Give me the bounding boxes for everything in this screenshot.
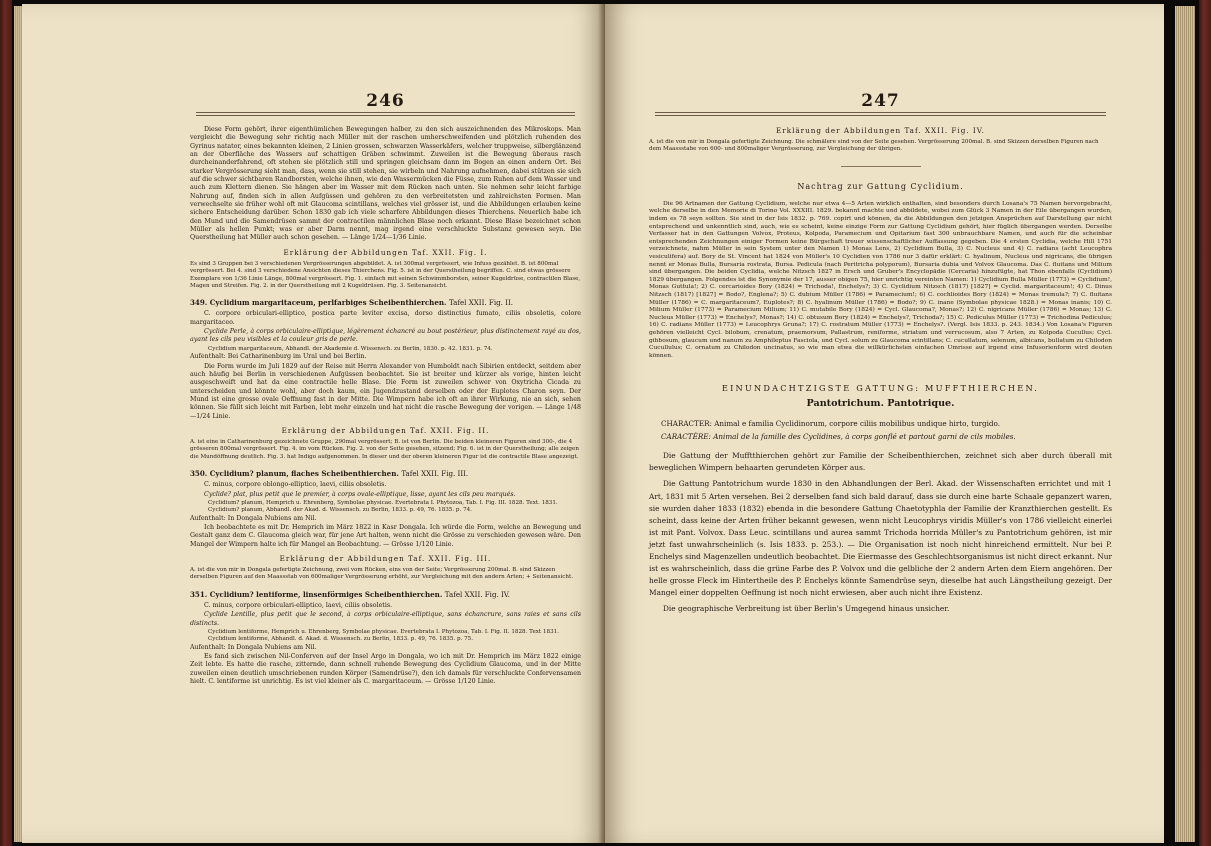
literature-references: Cyclidium? planum, Hemprich u. Ehrenberg, Symbolae physicae. Evertebrata I. Phytozoa, Tab. I. Fig. III. 1828. Text. 1831. Cyclidium? planum, Abhandl. der Akad. d. Wissensch. zu Berlin, 1833. p. 49, 76. 1835. p. 74. xyxy=(208,499,558,514)
character-latin: CHARACTER: Animal e familia Cyclidinorum, corpore ciliis mobilibus undique hirto, turgido. xyxy=(661,419,1001,429)
body-paragraph: Die Form wurde im Juli 1829 auf der Reise mit Herrn Alexander von Humboldt nach Sibirien entdeckt, seitdem aber auch häufig bei Berlin in verschiedenen Aufgüssen beobachtet. Sie ist breiter und kürzer als vorige, hinten leicht ausgeschweift und hat da eine contractile helle Blase. Die Form ist zuweilen schwer von Oxytricha Cicada zu unterscheiden und könnte wohl, aber doch kaum, ein Jugendzustand derselben oder der Euplotes Charon seyn. Der Mund ist eine grosse ovale Oeffnung fast in der Mitte. Die Wimpern habe ich oft an ihrer Wirkung, nie an sich, sehen können. Sie füllt sich leicht mit Farben, lebt mehr einzeln und hat nicht die rasche Bewegung der vorigen. — Länge 1/48—1/24 Linie. xyxy=(190,362,581,420)
species-heading xyxy=(190,298,581,308)
habitat-line: Aufenthalt: In Dongala Nubiens am Nil. xyxy=(190,514,317,522)
book-cover-left xyxy=(0,0,12,846)
latin-diagnosis: C. corpore orbiculari-elliptico, postica parte leviter excisa, dorso distinctius fumato, ciliis obsoletis, colore margaritaceo. xyxy=(190,310,581,326)
figure-explanation-text: Es sind 3 Gruppen bei 3 verschiedenen Vergrösserungen abgebildet. A. ist 300mal vergrössert, wie Infuss gezählet. B. ist 800mal vergrössert. Bei 4. sind 3 verschiedene Ansichten dieses Thierchens. Fig. 5. ist in der Querstheilung begriffen. C. sind etwas grössere Exemplare von 1/36 Linie Länge, 800mal vergrössert. Fig. 1. einfach mit seinen Schwimmborsten, seiner Kugeldrüse, contractilen Blase, Magen und Streifen. Fig. 2. in der Querstheilung mit 2 Kugeldrüsen. Fig. 3. Seitenansicht. xyxy=(190,260,581,290)
habitat-line: Aufenthalt: In Dongala Nubiens am Nil. xyxy=(190,643,317,651)
species-heading xyxy=(190,469,581,479)
french-diagnosis: Cyclide Lentille, plus petit que le second, à corps orbiculaire-elliptique, sans échancrure, sans raies et sans cils distincts. xyxy=(190,611,581,627)
french-diagnosis: Cyclide? plat, plus petit que le premier, à corps ovale-elliptique, lisse, ayant les cils peu marqués. xyxy=(204,490,516,498)
character-french: CARACTÈRE: Animal de la famille des Cyclidines, à corps gonflé et partout garni de cils mobiles. xyxy=(661,432,1016,442)
plate-reference: Tafel XXII. Fig. III. xyxy=(401,469,469,479)
body-paragraph: Diese Form gehört, ihrer eigenthümlichen Bewegungen halber, zu den sich auszeichnenden des Mikroskops. Man vergleicht die Bewegung sehr richtig nach Müller mit der raschen umherschweifenden und plötzlich ruhenden des Gyrinus natator, eines bekannten kleinen, 2 Linien grossen, schwarzen Wasserkäfers, welcher truppweise, silberglänzend an der Oberfläche des Wassers auf schattigen Gräben schwimmt. Zuweilen ist die Bewegung überaus rasch durcheinanderfahrend, oft stehen sie plötzlich still und springen gleichsam dann im Bogen an einen andern Ort. Bei starker Vergrösserung sieht man, dass, wenn sie still stehen, sie wirbeln und Nahrung aufnehmen, dabei stützen sie sich auf die schwer sichtbaren Randborsten, welche ihnen, wie den Wassermücken die Füsse, zum Ruhen auf dem Wasser und auch zum Klettern dienen. Sie hängen aber im Wasser mit dem Rücken nach unten. Sie nehmen sehr leicht farbige Nahrung auf, finden sich in allen Aufgüssen und gehören zu den verbreitetsten und zahlreichsten Formen. Man verwechselte sie früher wohl oft mit Glaucoma scintillans, welches viel grösser ist, und die Abbildungen erlauben keine sichere Entscheidung darüber. Schon 1830 gab ich viele scharfere Abbildungen dieses Thierchens. Neuerlich habe ich den Mund und die Samendrüsen sammt der contractilen männlichen Blase noch erkannt. Diese Blase bezeichnet schon Müller als hellen Punkt; was er aber Darm nennt, mag irgend eine verschluckte Substanz gewesen seyn. Die Querstheilung hat Müller auch schon gesehen. — Länge 1/24—1/36 Linie. xyxy=(190,126,581,242)
figure-explanation-heading: Erklärung der Abbildungen Taf. XXII. Fig. I. xyxy=(283,247,488,257)
figure-explanation-heading: Erklärung der Abbildungen Taf. XXII. Fig. III. xyxy=(279,554,492,564)
page-edges-right xyxy=(1175,6,1195,842)
page-number: 247 xyxy=(861,91,900,111)
figure-explanation-text: A. ist eine in Catharinenburg gezeichnete Gruppe, 290mal vergrössert; B. ist von Berlin. Die beiden kleineren Figuren sind 300-, die 4 grösseren 800mal vergrössert. Fig. 4. im vom Rücken. Fig. 2. von der Seite gesehen, sitzend; Fig. 6. ist in der Querstheilung; alle zeigen die Mundöffnung deutlich. Fig. 3. hat Indigo aufgenommen. In dieser und der oberen kleineren Figur ist die contractile Blase angezeigt. xyxy=(190,438,579,460)
plate-reference: Tafel XXII. Fig. IV. xyxy=(444,589,510,599)
species-title: 351. Cyclidium? lentiforme, linsenförmiges Scheibenthierchen. xyxy=(190,589,443,599)
figure-explanation-heading: Erklärung der Abbildungen Taf. XXII. Fig. II. xyxy=(281,425,490,435)
species-title: 350. Cyclidium? planum, flaches Scheibenthierchen. xyxy=(190,469,399,479)
genus-heading: EINUNDACHTZIGSTE GATTUNG: MUFFTHIERCHEN. xyxy=(721,383,1040,394)
supplement-heading: Nachtrag zur Gattung Cyclidium. xyxy=(797,181,964,191)
french-diagnosis: Cyclide Perle, à corps orbiculaire-elliptique, légèrement échancré au bout postérieur, plus distinctement rayé au dos, ayant les cils peu visibles et la couleur gris de perle. xyxy=(190,328,581,344)
habitat-line: Aufenthalt: Bei Catharinenburg im Ural und bei Berlin. xyxy=(190,353,367,361)
body-paragraph: Die Gattung der Mufftthierchen gehört zur Familie der Scheibenthierchen, zeichnet sich aber durch überall mit beweglichen Wimpern behaarten gerundeten Körper aus. xyxy=(649,451,1112,473)
figure-explanation-text: A. ist die von mir in Dongala gefertigte Zeichnung. Die schmälere sind von der Seite gesehen. Vergrösserung 200mal. B. sind Skizzen derselben Figuren nach dem Maassstabe von 600- und 800maliger Vergrösserung, zur Vergleichung der übrigen. xyxy=(649,139,1099,153)
literature-references: Cyclidium margaritaceum, Abhandl. der Akademie d. Wissensch. zu Berlin, 1830. p. 42. 1831. p. 74. xyxy=(208,345,493,352)
species-title: 349. Cyclidium margaritaceum, perlfarbiges Scheibenthierchen. xyxy=(190,298,447,308)
supplement-text: Die 96 Artnamen der Gattung Cyclidium, welche nur etwa 4—5 Arten wirklich enthalten, sind besonders durch Losana's 75 Namen hervorgebracht, welche derselbe in den Memorie di Torino Vol. XXXIII. 1829. bekannt machte und abbildete, wobei zum Glück 3 Namen in der Eile übergangen wurden, indem es 78 seyn sollten. Sie sind in der Isis 1832. p. 769. copirt und können, da die Abbildungen den jetzigen Ansprüchen auf Darstellung gar nicht entsprechend und unkenntlich sind, auch, wie es scheint, keine einzige Form zur Gattung Cyclidium gehört, hier füglich übergangen werden. Derselbe Verfasser hat in den Gattungen Volvox, Proteus, Kolpoda, Paramecium und Opitarium fast 300 unbrauchbare Namen, und auch für die scheinbar entsprechenden Zeichnungen einiger Formen keine Bürgschaft treuer wissenschaftlicher Auffassung gegeben. Die 4 ersten Cyclidia, welche Hill 1751 verzeichnete, nahm Müller in sein System unter den Namen 1) Monas Lens, 2) Cyclidium Bulla, 3) C. Nucleus und 4) C. radians (acht Leucophra vesiculifera) auf. Bory de St. Vincent hat 1824 von Müller's 10 Cyclidien von 1786 nur 3 dafür erklärt: C. hyalinum, Nucleus und nigricans, die übrigen nennt er Monas Bulla, Bursaria rostrata, Bursa. Pedicula (nach Peritricha polyporum), Bursaria dubia und Volvox Glaucoma. Das C. fluitans und Milium sind übergangen. Die beiden Cyclidia, welche Nitzsch 1827 in Ersch und Gruber's Encyclopädie (Cercaria) hinzufügte, hat Thon ebenfalls (Cyclidium) 1829 übergangen. Folgendes ist die Synonymie der 17, ausser obigen 75, hier unrichtig vereinten Namen: 1) Cyclidium Bulla Müller (1773) = Cyclidium!, Monas Guttula!; 2) C. cercarioides Bory (1824) = Trichoda!, Enchelys?; 3) C. Cyclidium Nitzsch (1817) [1827] = Cyclid. margaritaceum!; 4) C. Dinus Nitzsch (1817) [1827] = Bodo?, Englena?; 5) C. dubium Müller (1786) = Paramecium!; 6) C. cochlioides Bory (1824) = Monas tremula?; 7) C. fluitans Müller (1786) = C. margaritaceum?, Euplotes?; 8) C. hyalinum Müller (1786) = Bodo?; 9) C. inane (Symbolae physicae 1828.) = Monas inanis; 10) C. Milium Müller (1773) = Paramecium Milium; 11) C. mutabile Bory (1824) = Cycl. Glaucoma?, Monas?; 12) C. nigricans Müller (1786) = Monas; 13) C. Nucleus Müller (1773) = Enchelys?, Monas?; 14) C. obtusum Bory (1824) = Enchelys?, Trichoda?; 15) C. Pediculus Müller (1773) = Trichodina Pediculus; 16) C. radians Müller (1773) = Leucophrys Gruna?; 17) C. rostratum Müller (1773) = Enchelys?. (Vergl. Isis 1833. p. 243. 1834.) Von Losana's Figuren gehören vielleicht Cycl. bilobum, crenatum, praemorsum, Pallastrum, reniforme, striatum und verrucosum, also 7 Arten, zu Kolpoda Cucullus; Cycl. gibbosum, glaucum und nanum zu Amphileptus Fasciola, und Cycl. solum zu Glaucoma scintillans; C. cucullatum, selenum, albicans, bullatum zu Chilodon Cucullulus; C. ornatum zu Chilodon uncinatus, so wie man etwa die willkürlichsten einfachen Umrisse auf irgend eine Infusorienform wird deuten können. xyxy=(649,200,1112,359)
right-page xyxy=(605,4,1164,843)
plate-reference: Tafel XXII. Fig. II. xyxy=(448,298,514,308)
figure-explanation-heading: Erklärung der Abbildungen Taf. XXII. Fig. IV. xyxy=(776,126,985,135)
left-page xyxy=(22,4,605,843)
body-paragraph: Es fand sich zwischen Nil-Conferven auf der Insel Argo in Dongala, wo ich mit Dr. Hemprich im März 1822 einige Zeit lebte. Es hatte die rasche, zitternde, dann schnell ruhende Bewegung des Cyclidium Glaucoma, und in der Mitte zuweilen einen deutlich umschriebenen runden Körper (Samendrüse?), den ich damals für verschluckte Confervensamen hielt. C. lentiforme ist unrichtig. Es ist viel kleiner als C. margaritaceum. — Grösse 1/120 Linie. xyxy=(190,653,581,686)
page-number: 246 xyxy=(366,91,405,111)
latin-diagnosis: C. minus, corpore oblongo-elliptico, laevi, ciliis obsoletis. xyxy=(204,481,387,489)
figure-explanation-text: A. ist die von mir in Dongala gefertigte Zeichnung, zwei vom Rücken, eins von der Seite; Vergrösserung 200mal. B. sind Skizzen derselben Figuren auf den Maassstab von 600maliger Vergrösserung erhöht, zur Vergleichung mit den andern Arten; + Seitenansicht. xyxy=(190,567,573,581)
body-paragraph: Die Gattung Pantotrichum wurde 1830 in den Abhandlungen der Berl. Akad. der Wissenschaften errichtet und mit 1 Art, 1831 mit 5 Arten versehen. Bei 2 derselben fand sich bald darauf, dass sie durch eine harte Schaale gepanzert waren, sie wurden daher 1833 (1832) ebenda in die besondere Gattung Chaetotyphla der Familie der Kranzthierchen gestellt. Es scheint, dass keine der Arten früher bekannt gewesen, wenn nicht Leucophrys viridis Müller's von 1786 vielleicht einerlei ist mit Pant. Volvox. Dass Leuc. scintillans und aurea sammt Trichoda horrida Müller's zu Pantotrichum gehören, ist mir jetzt fast unwahrscheinlich (s. Isis 1833. p. 253.). — Die Organisation ist noch nicht hinreichend ermittelt. Nur bei P. Enchelys sind Magenzellen undeutlich beobachtet. Die Eiermasse des Geschlechtsorganismus ist nicht direct erkannt. Nur ist es wahrscheinlich, dass die grüne Farbe des P. Volvox und die gelbliche der 2 andern Arten dem Eiern angehören. Der helle grosse Fleck im Hintertheile des P. Enchelys könnte Samendrüse seyn, dieselbe hat auch Längstheilung gezeigt. Der Mangel einer doppelten Oeffnung ist noch nicht erwiesen, aber auch nicht ihre Existenz. xyxy=(649,479,1112,598)
section-divider xyxy=(841,166,921,167)
header-rule xyxy=(655,112,1106,116)
latin-diagnosis: C. minus, corpore orbiculari-elliptico, laevi, ciliis obsoletis. xyxy=(204,601,393,609)
body-paragraph: Ich beobachtete es mit Dr. Hemprich im März 1822 in Kasr Dongala. Ich würde die Form, welche an Bewegung und Gestalt ganz dem C. Glaucoma gleich war, für jene Art halten, wenn nicht die Grösse zu verschieden gewesen wäre. Den Mangel der Wimpern halte ich für Mangel an Beobachtung. — Grösse 1/120 Linie. xyxy=(190,524,581,548)
body-paragraph: Die geographische Verbreitung ist über Berlin's Umgegend hinaus unsicher. xyxy=(663,604,950,614)
literature-references: Cyclidium lentiforme, Hemprich u. Ehrenberg, Symbolae physicae. Evertebrata I. Phytozoa, Tab. I. Fig. II. 1828. Text 1831. Cyclidium lentiforme, Abhandl. d. Akad. d. Wissensch. zu Berlin, 1833. p. 49, 76. 1835. p. 75. xyxy=(208,628,559,643)
genus-title: Pantotrichum. Pantotrique. xyxy=(806,398,955,410)
book-cover-right xyxy=(1199,0,1211,846)
page-edges-left xyxy=(14,6,22,842)
header-rule xyxy=(196,112,575,116)
species-heading xyxy=(190,590,581,600)
